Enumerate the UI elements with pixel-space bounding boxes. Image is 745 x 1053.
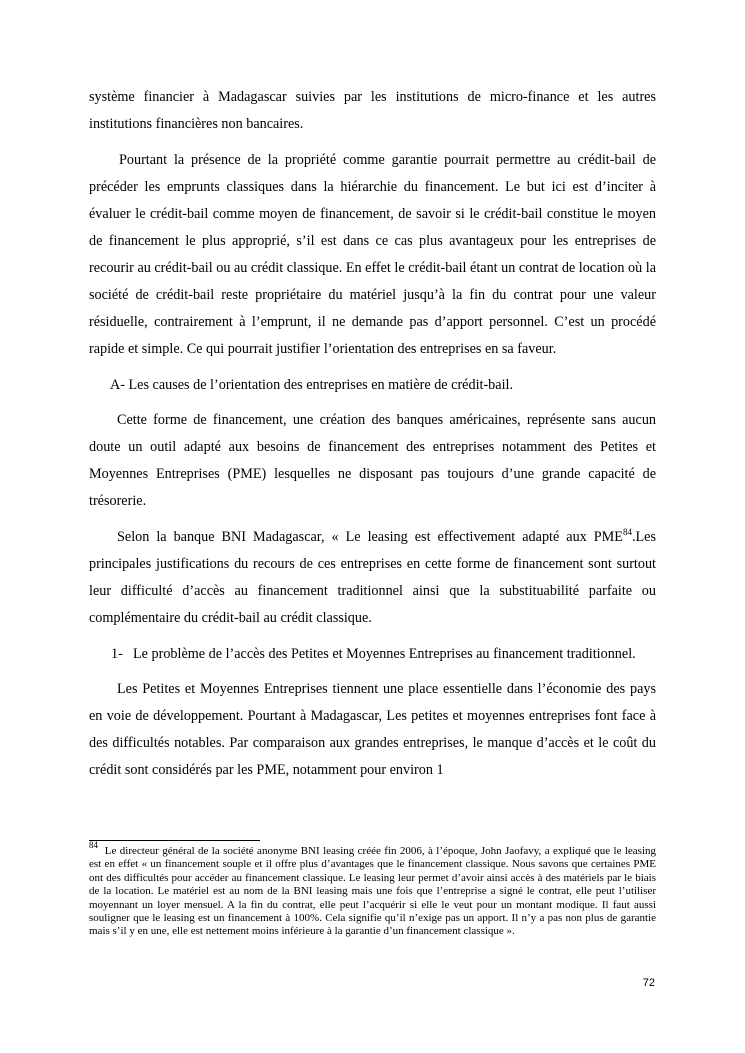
footnote-reference-84: 84 [622, 527, 632, 537]
footnote-text: Le directeur général de la société anonyme BNI leasing créée fin 2006, à l’époque, John Jaofavy, a expliqué que le leasing est en effet « un financement souple et il offre plus d’avantages que le financement classique. Nous savons que certaines PME ont des difficultés pour accéder au financement classique. Le leasing leur permet d’avoir ainsi accès à des matériels par le biais de la location. Le matériel est au nom de la BNI leasing mais une fois que l’entreprise a signé le contrat, elle peut l’utiliser moyennant un loyer mensuel. A la fin du contrat, elle peut l’acquérir si elle le veut pour un montant modique. Il faut aussi souligner que le leasing est un financement à 100%. Cela signifie qu’il n’exige pas un apport. Il n’y a pas non plus de garantie mais s’il y en une, elle est nettement moins inférieure à la garantie d’un financement classique ». [89, 845, 657, 938]
footnote-mark: 84 [89, 840, 98, 850]
subsection-title: Le problème de l’accès des Petites et Moyennes Entreprises au financement traditionnel. [133, 646, 636, 662]
footnote-84 [89, 840, 657, 939]
paragraph-4-text-b: .Les principales justifications du recours de ces entreprises en cette forme de financement sont surtout leur difficulté d’accès au financement traditionnel ainsi que la substituabilité parfaite ou complémentaire du crédit-bail au crédit classique. [89, 529, 656, 626]
paragraph-5: Les Petites et Moyennes Entreprises tiennent une place essentielle dans l’économie des pays en voie de développement. Pourtant à Madagascar, Les petites et moyennes entreprises font face à des difficultés notables. Par comparaison aux grandes entreprises, le manque d’accès et le coût du crédit sont considérés par les PME, notamment pour environ 1 [89, 681, 656, 778]
page-number: 72 [642, 977, 655, 989]
subsection-heading-1 [89, 641, 656, 668]
paragraph-4-text-a: Selon la banque BNI Madagascar, « Le leasing est effectivement adapté aux PME [117, 529, 623, 545]
paragraph-2: Pourtant la présence de la propriété comme garantie pourrait permettre au crédit-bail de précéder les emprunts classiques dans la hiérarchie du financement. Le but ici est d’inciter à évaluer le crédit-bail comme moyen de financement, de savoir si le crédit-bail constitue le moyen de financement le plus approprié, s’il est dans ce cas plus avantageux pour les entreprises de recourir au crédit-bail ou au crédit classique. En effet le crédit-bail étant un contrat de location où la société de crédit-bail reste propriétaire du matériel jusqu’à la fin du contrat pour une valeur résiduelle, contrairement à l’emprunt, il ne demande pas d’apport personnel. C’est un procédé rapide et simple. Ce qui pourrait justifier l’orientation des entreprises en sa faveur. [89, 152, 656, 357]
page-body [89, 84, 656, 793]
paragraph-4 [89, 524, 656, 632]
paragraph-3: Cette forme de financement, une création des banques américaines, représente sans aucun doute un outil adapté aux besoins de financement des entreprises notamment des Petites et Moyennes Entreprises (PME) lesquelles ne disposant pas toujours d’une grande capacité de trésorerie. [89, 412, 656, 509]
footnote-separator [89, 840, 260, 841]
paragraph-1: système financier à Madagascar suivies par les institutions de micro-finance et les autres institutions financières non bancaires. [89, 89, 656, 132]
section-heading-a: A- Les causes de l’orientation des entreprises en matière de crédit-bail. [110, 377, 513, 393]
subsection-number: 1- [111, 646, 123, 662]
